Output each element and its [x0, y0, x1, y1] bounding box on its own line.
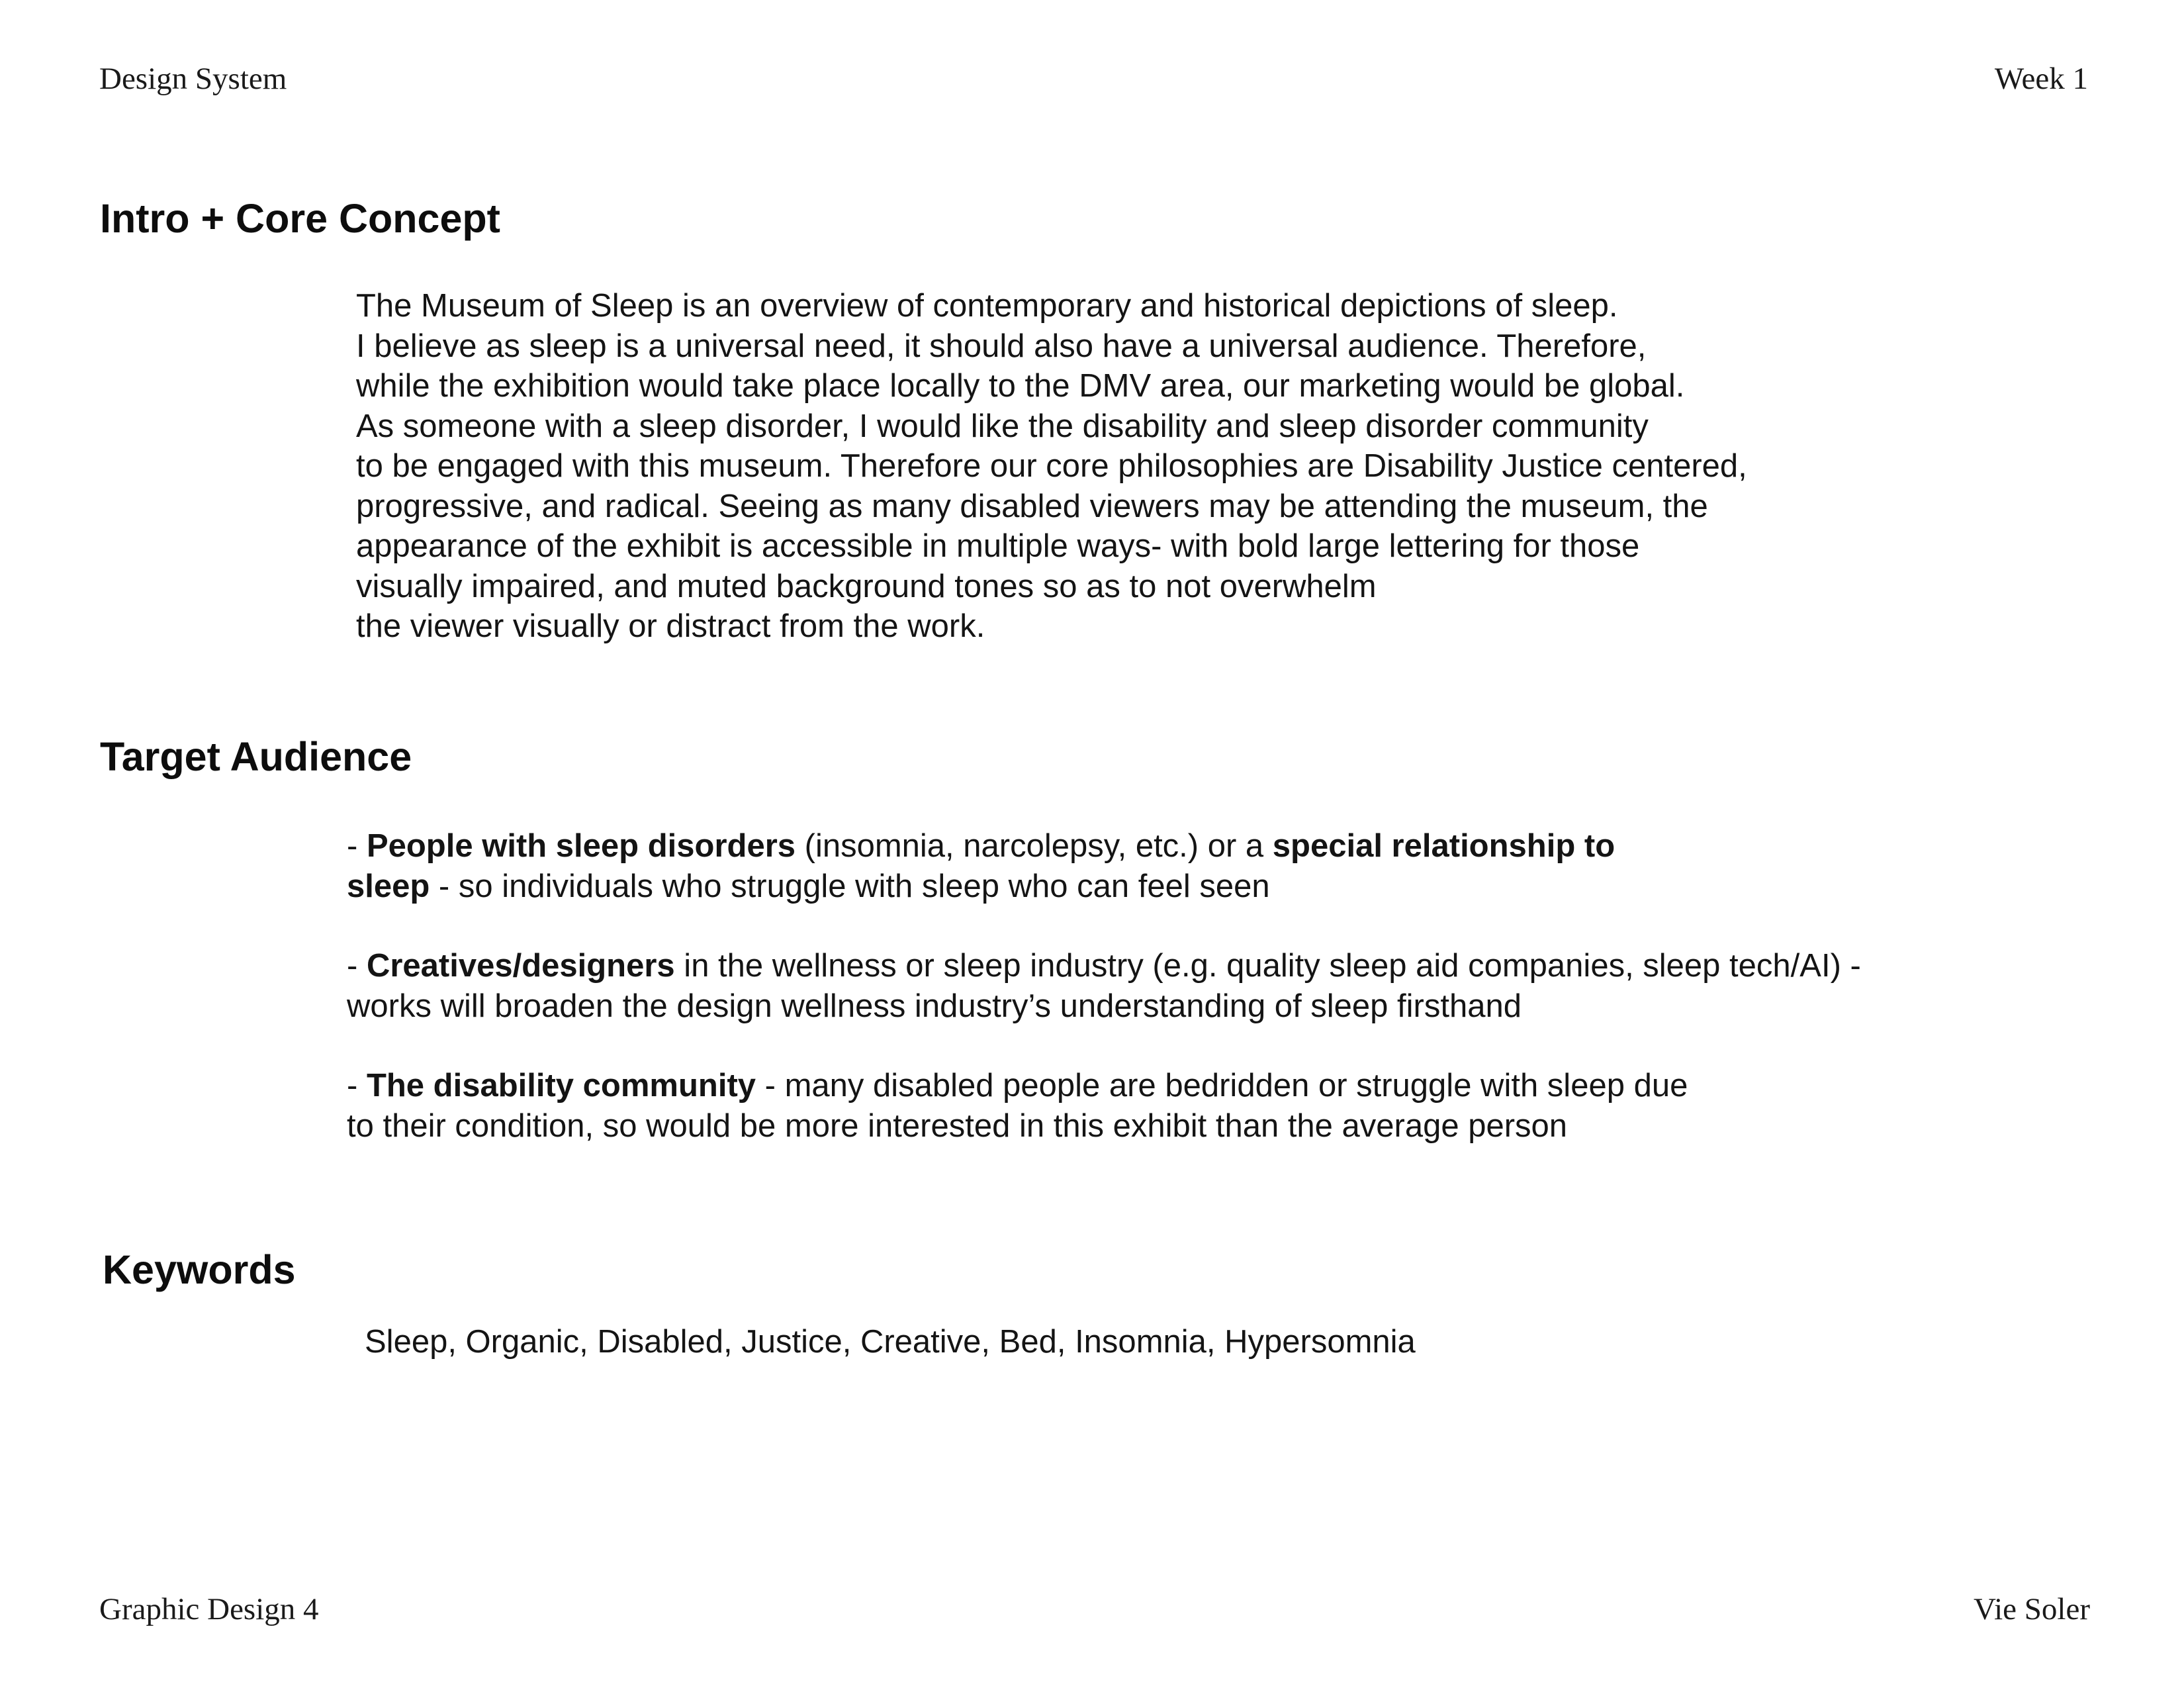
intro-line: visually impaired, and muted background tones so as to not overwhelm	[356, 568, 1377, 604]
intro-paragraph	[356, 286, 1747, 647]
audience-item-line	[347, 826, 1615, 867]
audience-item-line	[347, 946, 1861, 986]
intro-heading: Intro + Core Concept	[100, 196, 500, 241]
footer-course: Graphic Design 4	[99, 1592, 319, 1626]
audience-item-title: People with sleep disorders	[366, 828, 796, 864]
audience-item-emphasis: special relationship to	[1272, 828, 1615, 864]
bullet-dash: -	[347, 828, 367, 864]
audience-item-line: to their condition, so would be more interested in this exhibit than the average person	[347, 1107, 1568, 1144]
audience-item	[347, 826, 1615, 906]
audience-item-text: in the wellness or sleep industry (e.g. quality sleep aid companies, sleep tech/AI) -	[674, 948, 1861, 984]
header-week: Week 1	[1994, 62, 2088, 96]
audience-item-line	[347, 867, 1615, 907]
keywords-list: Sleep, Organic, Disabled, Justice, Creative, Bed, Insomnia, Hypersomnia	[365, 1324, 1416, 1360]
footer-author: Vie Soler	[1974, 1592, 2090, 1626]
intro-line: As someone with a sleep disorder, I would like the disability and sleep disorder community	[356, 408, 1649, 444]
intro-line: to be engaged with this museum. Therefore our core philosophies are Disability Justice centered,	[356, 448, 1747, 484]
audience-heading: Target Audience	[100, 734, 412, 779]
bullet-dash: -	[347, 1068, 367, 1103]
audience-item-text: - so individuals who struggle with sleep who can feel seen	[430, 868, 1270, 904]
audience-item-text: (insomnia, narcolepsy, etc.) or a	[796, 828, 1273, 864]
bullet-dash: -	[347, 948, 367, 984]
audience-item-emphasis: sleep	[347, 868, 430, 904]
intro-line: progressive, and radical. Seeing as many disabled viewers may be attending the museum, the	[356, 488, 1708, 524]
audience-item	[347, 1066, 1688, 1146]
intro-line: The Museum of Sleep is an overview of contemporary and historical depictions of sleep.	[356, 288, 1618, 324]
keywords-heading: Keywords	[103, 1247, 296, 1292]
audience-item-line	[347, 1066, 1688, 1106]
intro-line: appearance of the exhibit is accessible in multiple ways- with bold large lettering for those	[356, 528, 1640, 564]
header-title: Design System	[99, 62, 287, 96]
audience-item-title: The disability community	[366, 1068, 756, 1103]
intro-line: I believe as sleep is a universal need, it should also have a universal audience. Therefore,	[356, 328, 1647, 364]
audience-item-line: works will broaden the design wellness industry’s understanding of sleep firsthand	[347, 988, 1522, 1024]
audience-item	[347, 946, 1861, 1026]
audience-item-title: Creatives/designers	[366, 948, 675, 984]
intro-line: the viewer visually or distract from the work.	[356, 608, 985, 644]
intro-line: while the exhibition would take place locally to the DMV area, our marketing would be global.	[356, 368, 1685, 404]
audience-item-text: - many disabled people are bedridden or struggle with sleep due	[756, 1068, 1688, 1103]
